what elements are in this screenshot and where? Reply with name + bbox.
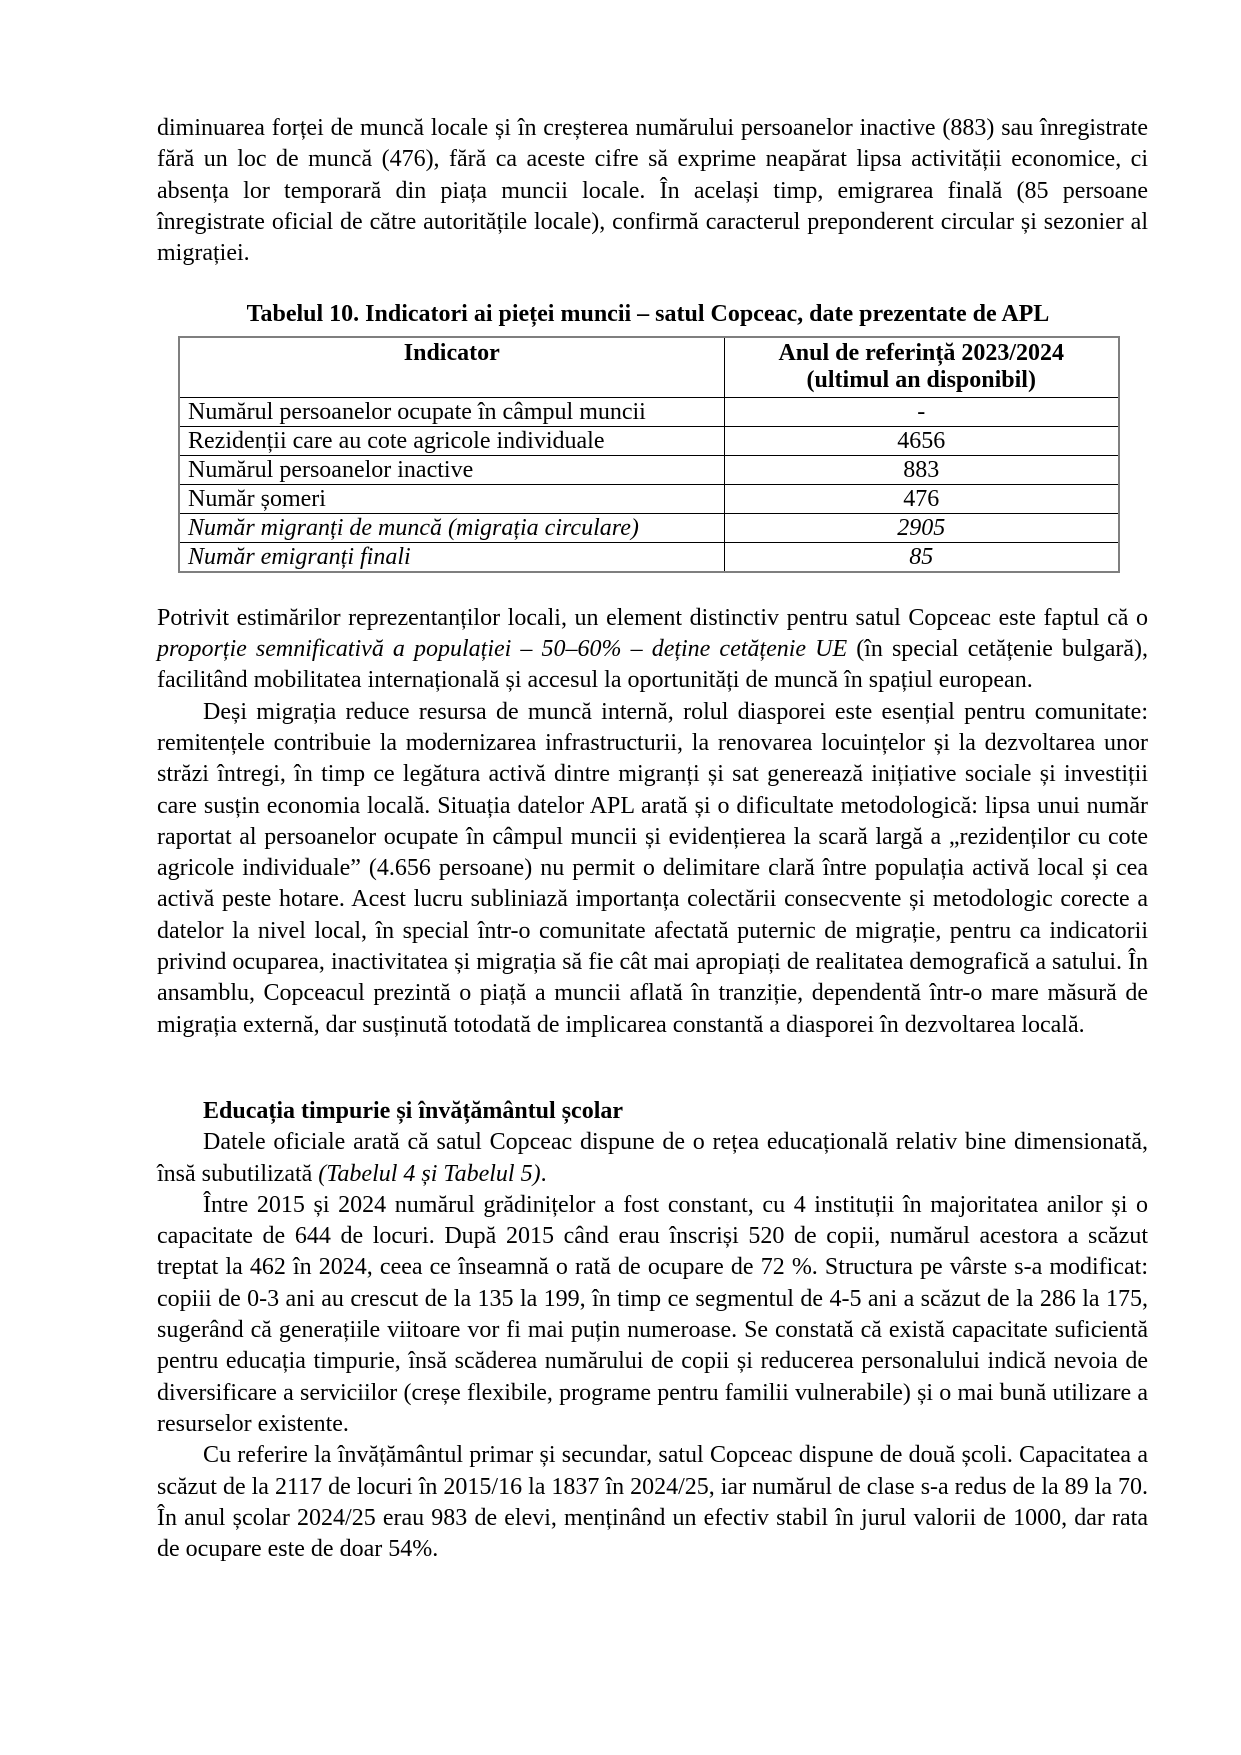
table-header-year <box>724 337 1119 398</box>
table-cell-value: 476 <box>724 484 1119 513</box>
paragraph-potrivit-seg3: (în special cetățenie bulgară), facilitând mobilitatea internațională și accesul la oportunități de muncă în spațiul european. <box>157 636 1149 694</box>
paragraph-desi: Deși migrația reduce resursa de muncă internă, rolul diasporei este esențial pentru comunitate: remitențele contribuie la modernizarea infrastructurii, la renovarea locuințelor și la dezvoltarea unor străzi întregi, în timp ce legătura activă dintre migranți și sat generează inițiative sociale și investiții care susțin economia locală. Situația datelor APL arată și o dificultate metodologică: lipsa unui număr raportat al persoanelor ocupate în câmpul muncii și evidențierea la scară largă a „rezidenților cu cote agricole individuale” (4.656 persoane) nu permit o delimitare clară între populația activă local și cea activă peste hotare. Acest lucru subliniază importanța colectării consecvente și metodologic corecte a datelor la nivel local, în special într-o comunitate afectată puternic de migrație, pentru ca indicatorii privind ocuparea, inactivitatea și migrația să fie cât mai apropiați de realitatea demografică a satului. În ansamblu, Copceacul prezintă o piață a muncii aflată în tranziție, dependentă într-o mare măsură de migrația externă, dar susținută totodată de implicarea constantă a diasporei în dezvoltarea locală. <box>157 698 1148 1038</box>
table-title: Tabelul 10. Indicatori ai pieței muncii – satul Copceac, date prezentate de APL <box>246 301 1050 328</box>
table-cell-label: Numărul persoanelor ocupate în câmpul muncii <box>179 397 724 426</box>
table-header-row <box>179 337 1119 398</box>
section-heading-education: Educația timpurie și învățământul școlar <box>203 1097 624 1124</box>
table-row <box>179 397 1119 426</box>
table-cell-label: Număr emigranți finali <box>179 542 724 572</box>
paragraph-datele <box>157 1127 1148 1190</box>
table-cell-label: Numărul persoanelor inactive <box>179 455 724 484</box>
table-header-indicator: Indicator <box>179 337 724 398</box>
table-row <box>179 484 1119 513</box>
labor-market-table <box>178 336 1120 573</box>
paragraph-intre: Între 2015 și 2024 numărul grădinițelor a fost constant, cu 4 instituții în majoritatea anilor și o capacitate de 644 de locuri. După 2015 când erau înscriși 520 de copii, numărul acestora a scăzut treptat la 462 în 2024, ceea ce înseamnă o rată de ocupare de 72 %. Structura pe vârste s-a modificat: copiii de 0-3 ani au crescut de la 135 la 199, în timp ce segmentul de 4-5 ani a scăzut de la 286 la 175, sugerând că generațiile viitoare vor fi mai puțin numeroase. Se constată că există capacitate suficientă pentru educația timpurie, însă scăderea numărului de copii și reducerea personalului indică nevoia de diversificare a serviciilor (creșe flexibile, programe pentru familii vulnerabile) și o mai bună utilizare a resurselor existente. <box>157 1191 1148 1437</box>
table-header-year-line1: Anul de referință 2023/2024 <box>778 339 1065 366</box>
paragraph-potrivit <box>157 603 1148 697</box>
table-row <box>179 542 1119 572</box>
table-row <box>179 513 1119 542</box>
table-cell-label: Rezidenții care au cote agricole individuale <box>179 426 724 455</box>
table-cell-value: 883 <box>724 455 1119 484</box>
table-cell-value: 4656 <box>724 426 1119 455</box>
table-cell-label: Număr migranți de muncă (migrația circulare) <box>179 513 724 542</box>
table-cell-value: 85 <box>724 542 1119 572</box>
paragraph-potrivit-italic: proporție semnificativă a populației – 50–60% – deține cetățenie UE <box>157 636 848 663</box>
table-row <box>179 455 1119 484</box>
paragraph-datele-seg3: . <box>540 1160 547 1187</box>
table-cell-label: Număr șomeri <box>179 484 724 513</box>
paragraph-cu-referire: Cu referire la învățământul primar și secundar, satul Copceac dispune de două școli. Capacitatea a scăzut de la 2117 de locuri în 2015/16 la 1837 în 2024/25, iar numărul de clase s-a redus de la 89 la 70. În anul școlar 2024/25 erau 983 de elevi, menținând un efectiv stabil în jurul valorii de 1000, dar rata de ocupare este de doar 54%. <box>157 1442 1148 1563</box>
paragraph-potrivit-seg1: Potrivit estimărilor reprezentanților locali, un element distinctiv pentru satul Copceac este faptul că o <box>157 604 1148 631</box>
table-cell-value: 2905 <box>724 513 1119 542</box>
paragraph-datele-seg1: Datele oficiale arată că satul Copceac dispune de o rețea educațională relativ bine dimensionată, însă subutilizată <box>157 1129 1148 1187</box>
paragraph-datele-italic: (Tabelul 4 și Tabelul 5) <box>318 1160 541 1187</box>
table-row <box>179 426 1119 455</box>
paragraph-intro: diminuarea forței de muncă locale și în creșterea numărului persoanelor inactive (883) sau înregistrate fără un loc de muncă (476), fără ca aceste cifre să exprime neapărat lipsa activității economice, ci absența lor temporară din piața muncii locale. În același timp, emigrarea finală (85 persoane înregistrate oficial de către autoritățile locale), confirmă caracterul preponderent circular și sezonier al migrației. <box>157 115 1148 267</box>
table-cell-value: - <box>724 397 1119 426</box>
table-header-year-line2: (ultimul an disponibil) <box>806 367 1036 394</box>
